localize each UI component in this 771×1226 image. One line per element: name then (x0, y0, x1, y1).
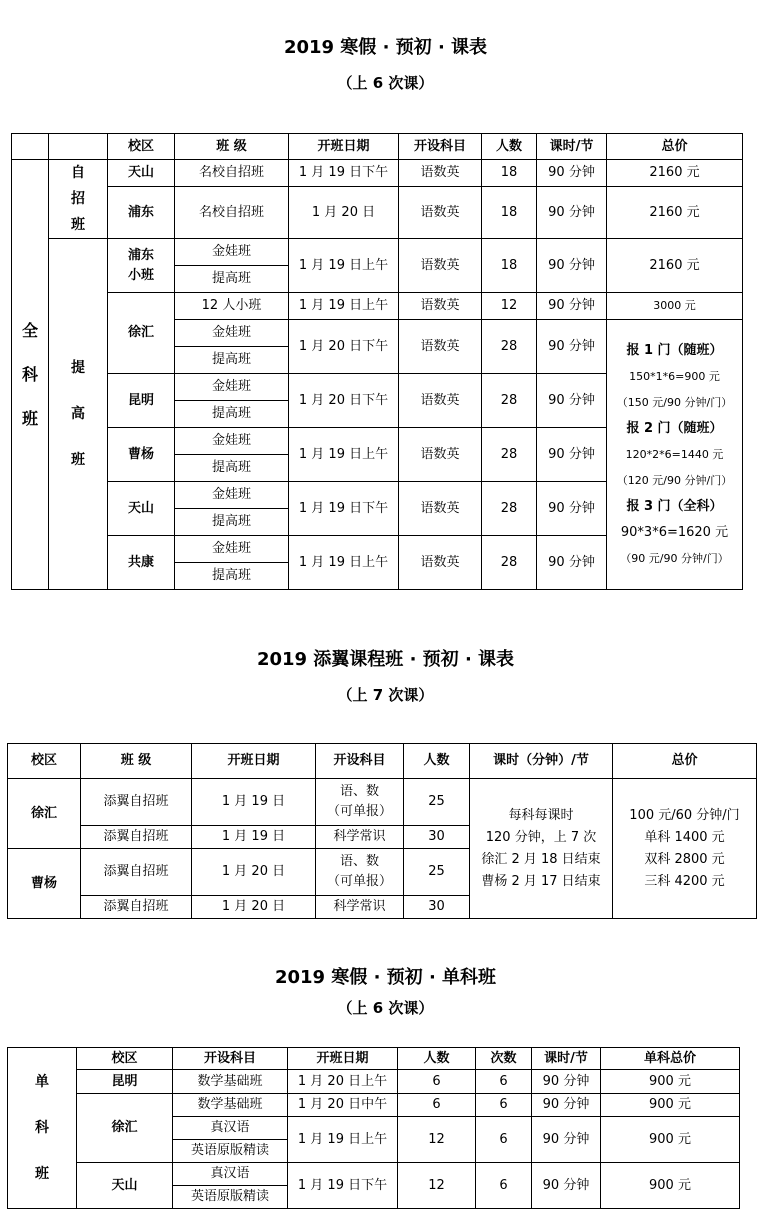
price-cell: 3000 元 (607, 293, 743, 320)
campus-cell: 天山 (108, 482, 175, 536)
schedule-table-1 (11, 133, 743, 590)
subject-cell: 科学常识 (316, 896, 404, 919)
class-cell: 添翼自招班 (81, 826, 192, 849)
class-cell: 添翼自招班 (81, 779, 192, 826)
header-date: 开班日期 (289, 134, 399, 160)
hours-cell: 90 分钟 (537, 187, 607, 239)
campus-cell: 昆明 (77, 1070, 173, 1094)
price-cell: 900 元 (601, 1070, 740, 1094)
schedule-table-2 (7, 743, 757, 919)
date-cell: 1 月 20 日上午 (288, 1070, 398, 1094)
times-cell: 6 (476, 1163, 532, 1209)
count-cell: 28 (482, 536, 537, 590)
header-price: 总价 (607, 134, 743, 160)
subject-cell: 真汉语 (173, 1117, 288, 1140)
subject-cell: 语数英 (399, 187, 482, 239)
header-count: 人数 (398, 1048, 476, 1070)
times-cell: 6 (476, 1094, 532, 1117)
count-cell: 25 (404, 849, 470, 896)
date-cell: 1 月 20 日 (289, 187, 399, 239)
count-cell: 30 (404, 826, 470, 849)
subject-cell: 数学基础班 (173, 1070, 288, 1094)
price-option-1-title: 报 1 门（随班） (626, 342, 723, 358)
class-cell: 提高班 (175, 563, 289, 590)
header-blank (12, 134, 49, 160)
campus-cell: 昆明 (108, 374, 175, 428)
hours-cell: 90 分钟 (537, 320, 607, 374)
campus-cell: 共康 (108, 536, 175, 590)
class-cell: 提高班 (175, 455, 289, 482)
count-cell: 18 (482, 239, 537, 293)
price-option-3-title: 报 3 门（全科） (626, 498, 723, 514)
date-cell: 1 月 20 日下午 (289, 374, 399, 428)
hours-cell: 90 分钟 (537, 293, 607, 320)
campus-cell: 曹杨 (8, 849, 81, 919)
class-cell: 金娃班 (175, 320, 289, 347)
count-cell: 6 (398, 1094, 476, 1117)
price-cell: 900 元 (601, 1117, 740, 1163)
header-hours: 课时（分钟）/节 (470, 744, 613, 779)
date-cell: 1 月 19 日上午 (288, 1117, 398, 1163)
times-cell: 6 (476, 1070, 532, 1094)
price-cell: 900 元 (601, 1163, 740, 1209)
campus-cell: 天山 (108, 160, 175, 187)
hours-cell: 90 分钟 (537, 536, 607, 590)
count-cell: 12 (482, 293, 537, 320)
header-class: 班 级 (175, 134, 289, 160)
header-class: 班 级 (81, 744, 192, 779)
header-subject: 开设科目 (316, 744, 404, 779)
date-cell: 1 月 19 日 (192, 826, 316, 849)
class-cell: 12 人小班 (175, 293, 289, 320)
date-cell: 1 月 20 日 (192, 896, 316, 919)
group-self-recruit: 自 招 班 (49, 160, 108, 239)
section1-title: 2019 寒假 · 预初 · 课表 (283, 37, 488, 58)
price-note: 100 元/60 分钟/门 单科 1400 元 双科 2800 元 三科 4200 元 (613, 779, 757, 919)
header-blank (49, 134, 108, 160)
count-cell: 28 (482, 374, 537, 428)
class-cell: 金娃班 (175, 239, 289, 266)
header-campus: 校区 (8, 744, 81, 779)
header-subject: 开设科目 (399, 134, 482, 160)
count-cell: 18 (482, 187, 537, 239)
subject-cell: 语数英 (399, 374, 482, 428)
count-cell: 12 (398, 1117, 476, 1163)
subject-cell: 科学常识 (316, 826, 404, 849)
header-count: 人数 (482, 134, 537, 160)
subject-cell: 语、数 （可单报） (316, 849, 404, 896)
section1-subtitle: （上 6 次课） (337, 74, 434, 92)
hours-cell: 90 分钟 (537, 239, 607, 293)
subject-cell: 真汉语 (173, 1163, 288, 1186)
subject-cell: 语数英 (399, 428, 482, 482)
date-cell: 1 月 20 日 (192, 849, 316, 896)
count-cell: 28 (482, 428, 537, 482)
count-cell: 25 (404, 779, 470, 826)
price-options-box (607, 320, 743, 590)
class-cell: 金娃班 (175, 536, 289, 563)
date-cell: 1 月 20 日中午 (288, 1094, 398, 1117)
subject-cell: 语数英 (399, 320, 482, 374)
price-option-1-formula: 150*1*6=900 元 (629, 369, 720, 383)
header-count: 人数 (404, 744, 470, 779)
hours-cell: 90 分钟 (532, 1117, 601, 1163)
class-cell: 金娃班 (175, 482, 289, 509)
class-cell: 提高班 (175, 347, 289, 374)
class-cell: 名校自招班 (175, 160, 289, 187)
date-cell: 1 月 19 日 (192, 779, 316, 826)
times-cell: 6 (476, 1117, 532, 1163)
subject-cell: 语数英 (399, 239, 482, 293)
count-cell: 28 (482, 482, 537, 536)
class-cell: 金娃班 (175, 428, 289, 455)
date-cell: 1 月 19 日上午 (289, 293, 399, 320)
hours-cell: 90 分钟 (537, 482, 607, 536)
subject-cell: 英语原版精读 (173, 1140, 288, 1163)
campus-cell: 天山 (77, 1163, 173, 1209)
hours-note: 每科每课时 120 分钟，上 7 次 徐汇 2 月 18 日结束 曹杨 2 月 17 日结束 (470, 779, 613, 919)
header-hours: 课时/节 (532, 1048, 601, 1070)
header-price: 总价 (613, 744, 757, 779)
campus-cell: 徐汇 (77, 1094, 173, 1163)
header-subject: 开设科目 (173, 1048, 288, 1070)
subject-cell: 语数英 (399, 293, 482, 320)
header-date: 开班日期 (192, 744, 316, 779)
subject-cell: 英语原版精读 (173, 1186, 288, 1209)
section2-subtitle: （上 7 次课） (337, 686, 434, 704)
date-cell: 1 月 20 日下午 (289, 320, 399, 374)
class-cell: 添翼自招班 (81, 896, 192, 919)
class-cell: 提高班 (175, 509, 289, 536)
date-cell: 1 月 19 日下午 (289, 160, 399, 187)
header-times: 次数 (476, 1048, 532, 1070)
count-cell: 28 (482, 320, 537, 374)
price-option-2-title: 报 2 门（随班） (626, 420, 723, 436)
single-subject-table (7, 1047, 740, 1209)
subject-cell: 语、数 （可单报） (316, 779, 404, 826)
header-campus: 校区 (77, 1048, 173, 1070)
count-cell: 30 (404, 896, 470, 919)
count-cell: 6 (398, 1070, 476, 1094)
date-cell: 1 月 19 日上午 (289, 536, 399, 590)
class-cell: 金娃班 (175, 374, 289, 401)
price-option-1-rate: （150 元/90 分钟/门） (616, 395, 733, 409)
header-campus: 校区 (108, 134, 175, 160)
price-cell: 2160 元 (607, 187, 743, 239)
section3-subtitle: （上 6 次课） (337, 999, 434, 1017)
section2-title: 2019 添翼课程班 · 预初 · 课表 (256, 649, 515, 670)
subject-cell: 语数英 (399, 482, 482, 536)
hours-cell: 90 分钟 (537, 374, 607, 428)
hours-cell: 90 分钟 (532, 1094, 601, 1117)
date-cell: 1 月 19 日上午 (289, 239, 399, 293)
class-cell: 提高班 (175, 401, 289, 428)
hours-cell: 90 分钟 (537, 428, 607, 482)
subject-cell: 数学基础班 (173, 1094, 288, 1117)
price-cell: 2160 元 (607, 239, 743, 293)
price-option-2-formula: 120*2*6=1440 元 (625, 447, 724, 461)
section3-title: 2019 寒假 · 预初 · 单科班 (274, 967, 497, 988)
date-cell: 1 月 19 日上午 (289, 428, 399, 482)
hours-cell: 90 分钟 (532, 1070, 601, 1094)
price-option-2-rate: （120 元/90 分钟/门） (616, 473, 733, 487)
count-cell: 12 (398, 1163, 476, 1209)
hours-cell: 90 分钟 (532, 1163, 601, 1209)
header-price: 单科总价 (601, 1048, 740, 1070)
date-cell: 1 月 19 日下午 (289, 482, 399, 536)
header-hours: 课时/节 (537, 134, 607, 160)
class-cell: 名校自招班 (175, 187, 289, 239)
subject-cell: 语数英 (399, 160, 482, 187)
campus-cell: 徐汇 (8, 779, 81, 849)
class-cell: 添翼自招班 (81, 849, 192, 896)
group-advanced: 提 高 班 (49, 239, 108, 590)
hours-cell: 90 分钟 (537, 160, 607, 187)
subject-cell: 语数英 (399, 536, 482, 590)
price-cell: 2160 元 (607, 160, 743, 187)
price-cell: 900 元 (601, 1094, 740, 1117)
campus-cell: 浦东 (108, 187, 175, 239)
campus-cell: 曹杨 (108, 428, 175, 482)
class-cell: 提高班 (175, 266, 289, 293)
price-option-3-formula: 90*3*6=1620 元 (620, 524, 729, 540)
campus-cell: 浦东 小班 (108, 239, 175, 293)
count-cell: 18 (482, 160, 537, 187)
group-full-subject: 全 科 班 (12, 160, 49, 590)
campus-cell: 徐汇 (108, 293, 175, 374)
header-date: 开班日期 (288, 1048, 398, 1070)
group-single-subject: 单 科 班 (8, 1048, 77, 1209)
date-cell: 1 月 19 日下午 (288, 1163, 398, 1209)
price-option-3-rate: （90 元/90 分钟/门） (620, 551, 729, 565)
